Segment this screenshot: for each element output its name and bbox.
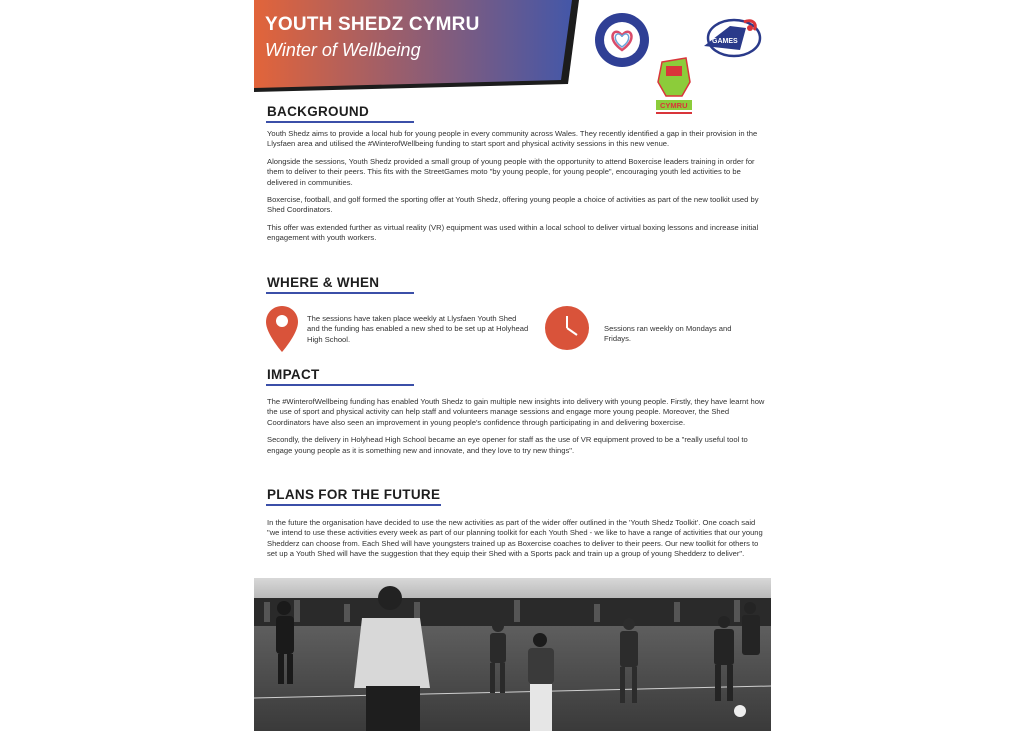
paragraph: The #WinterofWellbeing funding has enabled Youth Shedz to gain multiple new insights into delivery with young people. Firstly, they have learnt how the use of sport and physical activity can help staff and volunteers manage sessions and engage more young people. Moreover, the Shed Coordinators have also seen an improvement in young people's confidence through participating in and delivering boxercise.: [267, 397, 765, 427]
page-title: YOUTH SHEDZ CYMRU: [265, 14, 480, 35]
section-heading-impact: IMPACT: [267, 367, 320, 382]
header-banner: [254, 0, 579, 92]
section-heading-where-when: WHERE & WHEN: [267, 275, 380, 290]
winter-of-wellbeing-logo: [594, 12, 650, 68]
section-heading-plans: PLANS FOR THE FUTURE: [267, 487, 441, 502]
logo-text-games: GAMES: [712, 38, 738, 45]
heading-underline: [266, 121, 414, 123]
paragraph: Secondly, the delivery in Holyhead High School became an eye opener for staff as the use of VR equipment proved to be a "really useful tool to engage young people as it is something new and innovate, and they love to try new things".: [267, 435, 748, 455]
youth-shedz-cymru-logo: [648, 52, 700, 118]
plans-body: [267, 518, 767, 567]
heading-underline: [266, 292, 414, 294]
heading-underline: [266, 504, 441, 506]
heading-underline: [266, 384, 414, 386]
page-subtitle: Winter of Wellbeing: [265, 40, 421, 60]
streetgames-logo: [700, 16, 762, 60]
clock-icon: [545, 306, 589, 350]
location-pin-icon: [266, 306, 298, 352]
paragraph: Alongside the sessions, Youth Shedz provided a small group of young people with the opportunity to attend Boxercise leaders training in order for them to deliver to their peers. This fits with the StreetGames moto "by young people, for young people", encouraging youth led activities to be delivered in communities.: [267, 156, 755, 187]
paragraph: Boxercise, football, and golf formed the sporting offer at Youth Shedz, offering young people a choice of activities as part of the new toolkit used by Shed Coordinators.: [267, 195, 759, 215]
where-text: The sessions have taken place weekly at Llysfaen Youth Shed and the funding has enabled a new shed to be set up at Holyhead High School.: [307, 314, 529, 344]
section-heading-background: BACKGROUND: [267, 104, 369, 119]
impact-body: [267, 397, 767, 463]
background-body: [267, 129, 767, 251]
logo-text-cymru: CYMRU: [660, 101, 688, 110]
when-text: Sessions ran weekly on Mondays and Fridays.: [604, 324, 732, 344]
paragraph: Youth Shedz aims to provide a local hub for young people in every community across Wales. They recently identified a gap in their provision in the Llysfaen area and utilised the #WinterofWellbeing funding to start sport and physical activity sessions in this new venue.: [267, 129, 758, 149]
paragraph: This offer was extended further as virtual reality (VR) equipment was used within a local school to deliver virtual boxing lessons and increase initial engagement with youth workers.: [267, 222, 759, 243]
football-session-photo: [254, 578, 771, 731]
paragraph: In the future the organisation have decided to use the new activities as part of the wider offer outlined in the 'Youth Shedz Toolkit'. One coach said "we intend to use these activities every week as part of our planning toolkit for each Youth Shed - we like to have a range of activities that our young Shedderz can choose from. Each Shed will have youngsters trained up as Boxercise coaches to deliver to their peers. Our new toolkit for others to set up a Youth Shed will have the suggestion that they equip their Shed with a Sports pack and train up a group of young Shedderz to deliver".: [267, 518, 763, 559]
